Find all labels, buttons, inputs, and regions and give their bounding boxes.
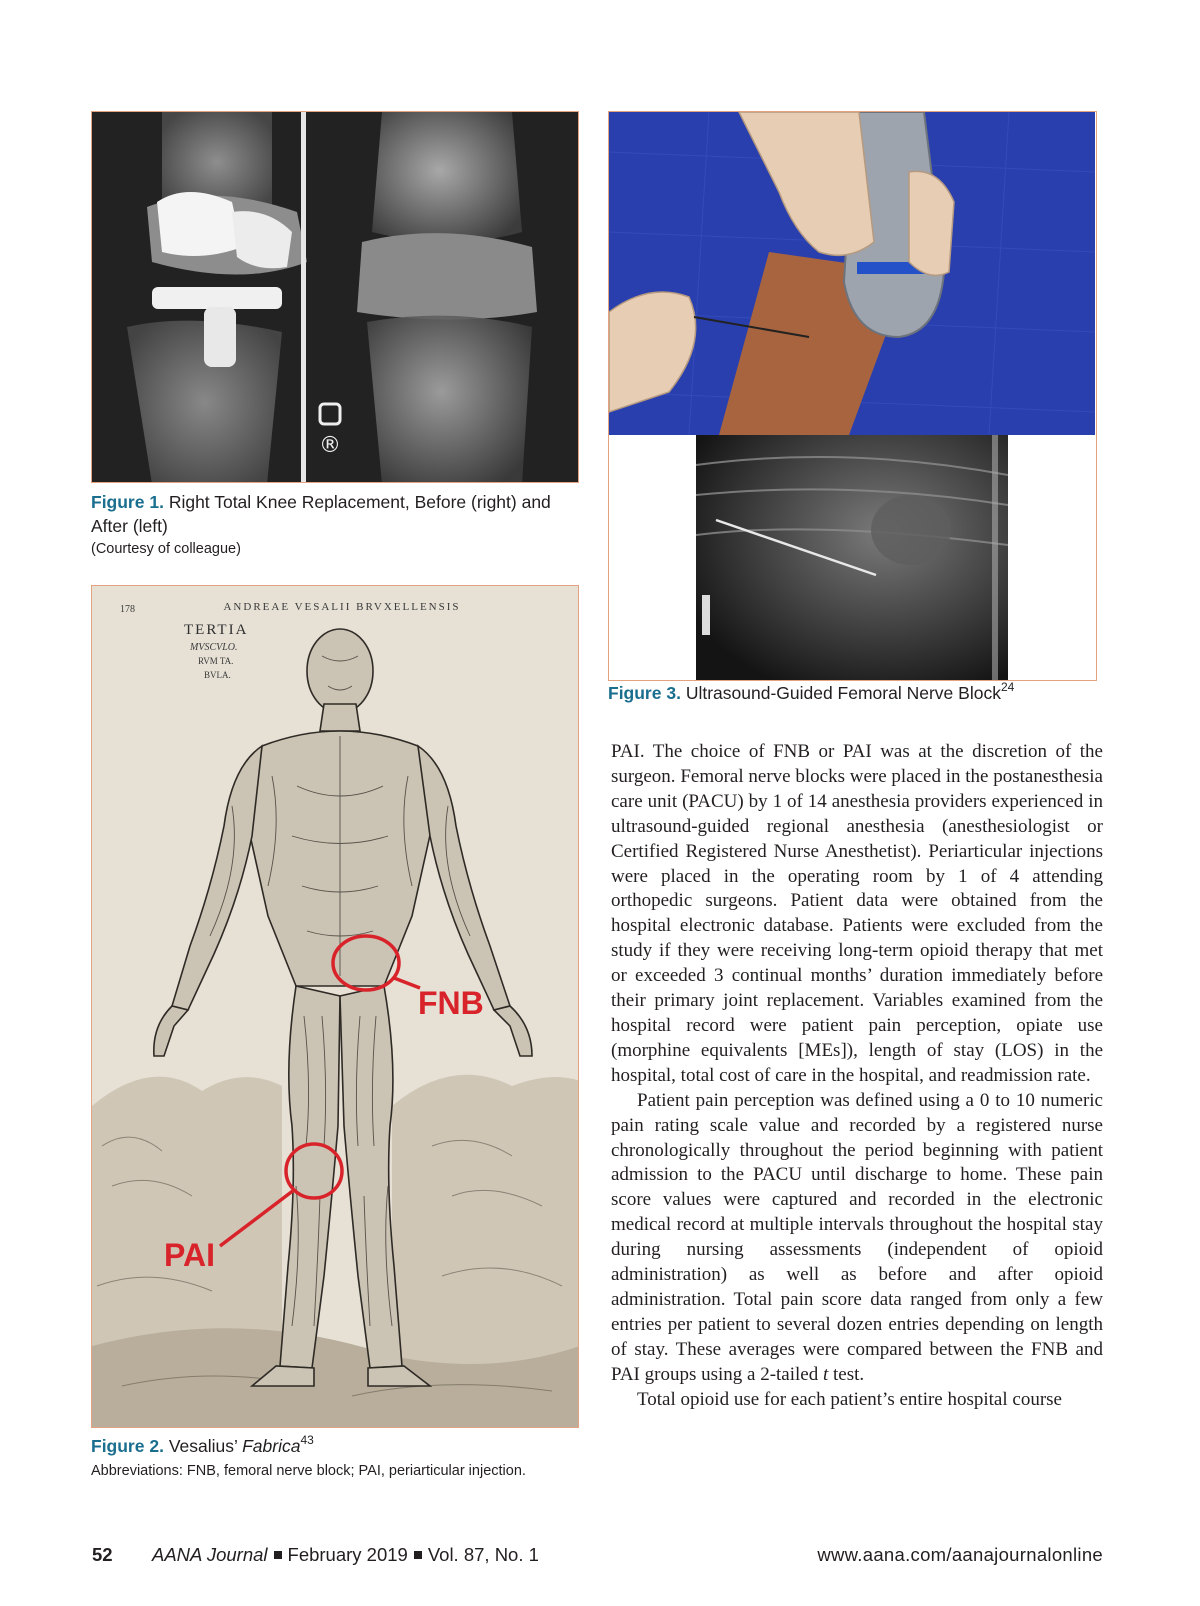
paragraph-2-text: Patient pain perception was defined using a 0 to 10 numeric pain rating scale value and recorded by a registered nurse chronologically throughout the period beginning with patient admission to the PACU until discharge to home. These pain score values were captured and recorded in the electronic medical record at multiple intervals throughout the hospital stay during nursing assessments (independent of opioid administration) as well as before and after opioid administration. Total pain score data ranged from only a few entries per patient to several dozen entries depending on length of stay. These averages were compared between the FNB and PAI groups using a 2-tailed: [611, 1089, 1103, 1385]
footer-url[interactable]: www.aana.com/aanajournalonline: [817, 1544, 1103, 1565]
footer-issue-date: February 2019: [287, 1544, 408, 1565]
figure2-caption-text: Vesalius’: [168, 1436, 238, 1456]
fnb-label: FNB: [418, 985, 484, 1021]
figure2-image: [91, 585, 579, 1428]
vesalius-illustration: [92, 586, 579, 1428]
ultrasound-image: [696, 435, 1008, 680]
figure2-plate-title: TERTIA: [184, 622, 249, 638]
figure3-image: [608, 111, 1097, 681]
square-bullet-icon: [274, 1551, 282, 1559]
body-text-column: [611, 740, 1103, 1412]
figure1-caption-label: Figure 1.: [91, 492, 164, 512]
figure3-caption-label: Figure 3.: [608, 683, 681, 703]
pai-label: PAI: [164, 1237, 215, 1273]
figure2-caption: [91, 1434, 581, 1458]
figure1-caption-note: (Courtesy of colleague): [91, 541, 241, 557]
footer-volume: Vol. 87, No. 1: [427, 1544, 539, 1565]
knee-xray-graphic: [92, 112, 579, 483]
square-bullet-icon: [414, 1551, 422, 1559]
footer-journal: [152, 1544, 539, 1566]
figure2-caption-italic: Fabrica: [242, 1436, 301, 1456]
paragraph-2-t: t: [822, 1363, 829, 1385]
figure1-caption: [91, 490, 581, 538]
paragraph-1: PAI. The choice of FNB or PAI was at the discretion of the surgeon. Femoral nerve blocks were placed in the postanesthesia care unit (PACU) by 1 of 14 anesthesia providers experienced in ultrasound-guided regional anesthesia (anesthesiologist or Certified Registered Nurse Anesthetist). Periarticular injections were placed in the operating room by 1 of 4 attending orthopedic surgeons. Patient data were obtained from the hospital electronic database. Patients were excluded from the study if they were receiving long-term opioid therapy that met or exceeded 3 continual months’ duration immediately before their primary joint replacement. Variables examined from the hospital record were patient pain perception, opiate use (morphine equivalents [MEs]), length of stay (LOS) in the hospital, total cost of care in the hospital, and readmission rate.: [611, 741, 1103, 1086]
figure2-plate-sub3: BVLA.: [204, 670, 231, 680]
figure3-caption-text: Ultrasound-Guided Femoral Nerve Block: [685, 683, 1001, 703]
figure2-caption-note: Abbreviations: FNB, femoral nerve block; PAI, periarticular injection.: [91, 1463, 526, 1479]
page-footer: [92, 1544, 1103, 1570]
nerve-block-photo: [609, 112, 1095, 435]
figure2-caption-ref: 43: [300, 1433, 314, 1447]
footer-page-number: 52: [92, 1544, 113, 1565]
figure3-caption: [608, 681, 1103, 705]
figure2-page-number: 178: [120, 604, 135, 615]
paragraph-3: Total opioid use for each patient’s entire hospital course: [637, 1388, 1062, 1410]
xray-marker-r: ®: [319, 433, 341, 458]
figure1-caption-text: Right Total Knee Replacement, Before (right) and After (left): [91, 492, 551, 536]
figure2-plate-sub1: MVSCVLO.: [190, 642, 238, 653]
figure3-caption-ref: 24: [1000, 680, 1015, 694]
figure1-image: [91, 111, 579, 483]
paragraph-2-end: test.: [833, 1363, 865, 1385]
figure2-caption-label: Figure 2.: [91, 1436, 164, 1456]
paragraph-2: [611, 1089, 1103, 1388]
footer-journal-name: AANA Journal: [152, 1544, 268, 1565]
figure2-book-header: ANDREAE VESALII BRVXELLENSIS: [223, 601, 461, 613]
figure2-plate-sub2: RVM TA.: [198, 656, 234, 666]
